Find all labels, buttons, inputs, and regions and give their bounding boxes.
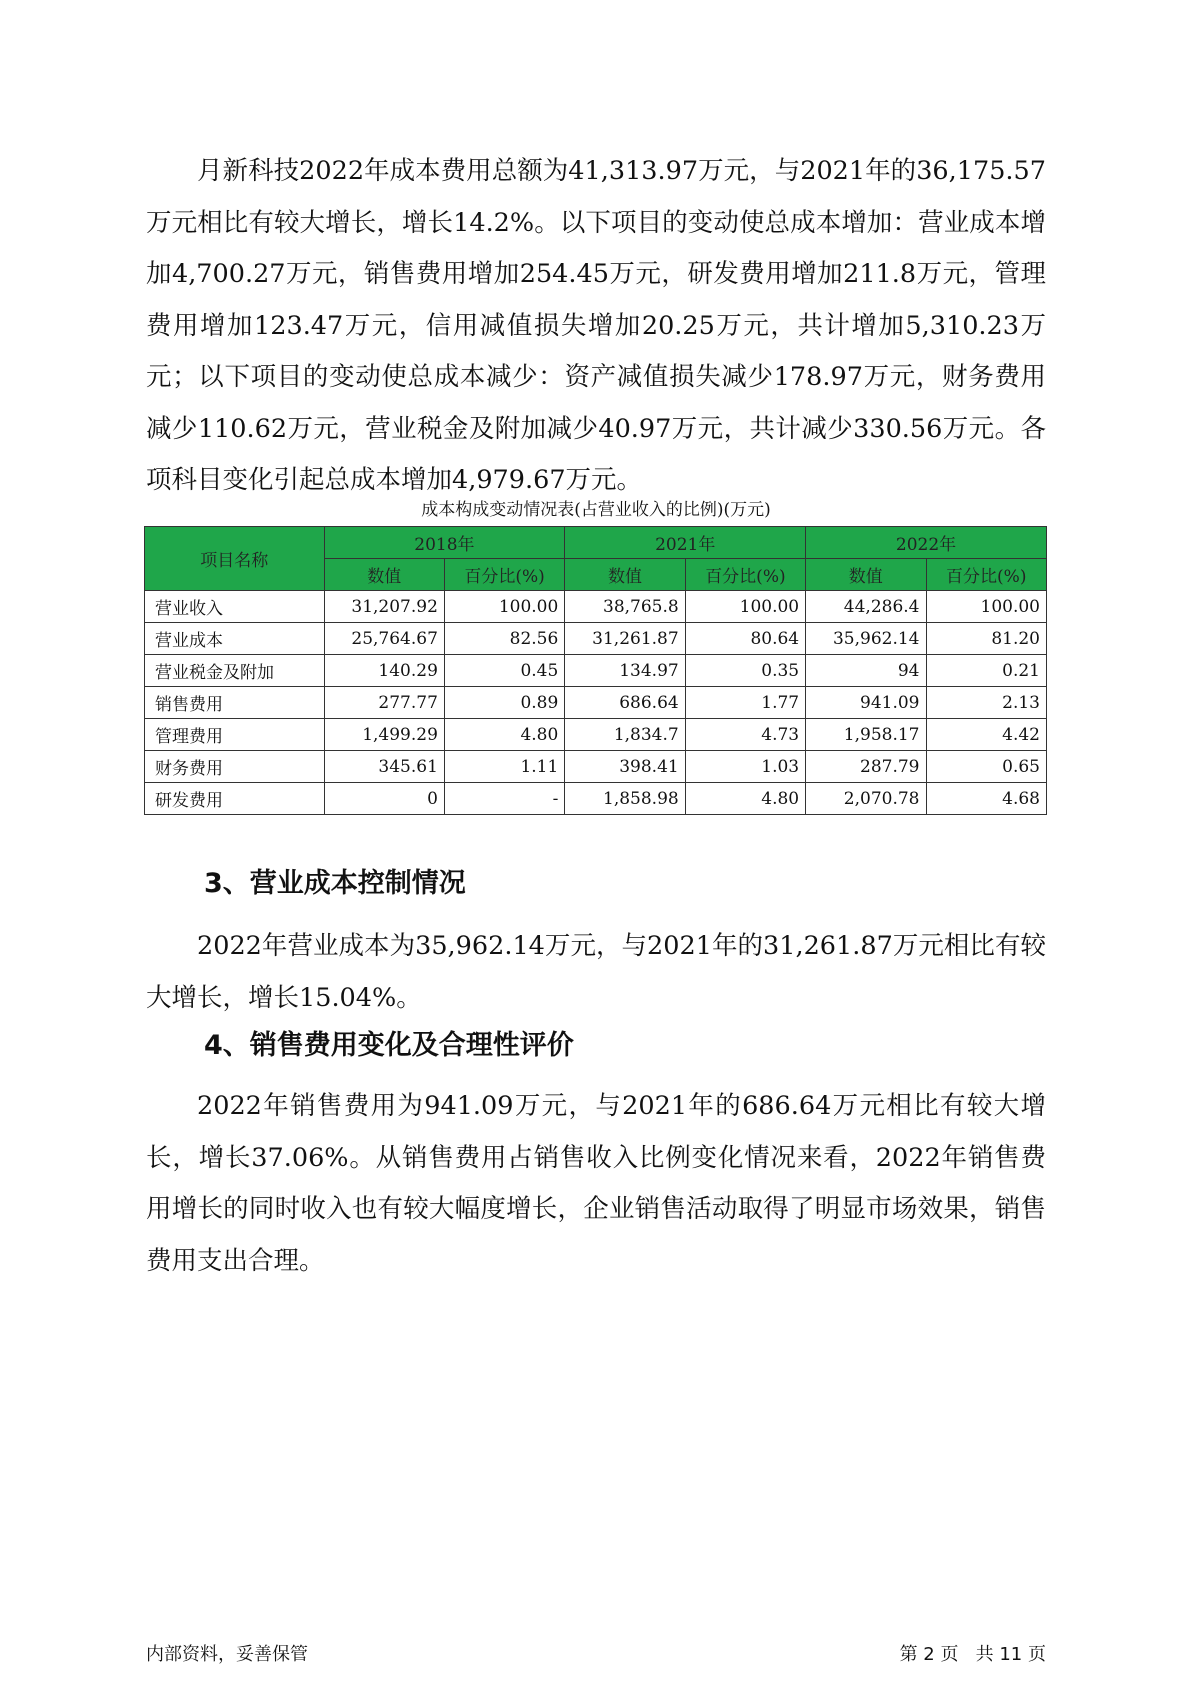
table-cell: 100.00 xyxy=(926,591,1047,623)
table-cell: 1,499.29 xyxy=(324,719,444,751)
header-year: 2022年 xyxy=(806,527,1047,559)
table-cell: 25,764.67 xyxy=(324,623,444,655)
table-cell: 80.64 xyxy=(685,623,805,655)
header-year: 2018年 xyxy=(324,527,565,559)
table-cell: 134.97 xyxy=(565,655,685,687)
paragraph-cost-summary-text: 月新科技2022年成本费用总额为41,313.97万元，与2021年的36,175.57万元相比有较大增长，增长14.2%。以下项目的变动使总成本增加：营业成本增加4,700.27万元，销售费用增加254.45万元，研发费用增加211.8万元，管理费用增加123.47万元，信用减值损失增加20.25万元，共计增加5,310.23万元；以下项目的变动使总成本减少：资产减值损失减少178.97万元，财务费用减少110.62万元，营业税金及附加减少40.97万元，共计减少330.56万元。各项科目变化引起总成本增加4,979.67万元。 xyxy=(146,156,1046,495)
row-label: 财务费用 xyxy=(145,751,325,783)
table-cell: 100.00 xyxy=(444,591,564,623)
section-heading-cost-control: 3、营业成本控制情况 xyxy=(204,868,466,899)
table-cell: 1.03 xyxy=(685,751,805,783)
table-cell: 35,962.14 xyxy=(806,623,926,655)
table-cell: 345.61 xyxy=(324,751,444,783)
table-cell: 1.77 xyxy=(685,687,805,719)
table-cell: 4.80 xyxy=(444,719,564,751)
table-cell: 4.42 xyxy=(926,719,1047,751)
header-item-name: 项目名称 xyxy=(145,527,325,591)
header-percent: 百分比(%) xyxy=(685,559,805,591)
row-label: 营业收入 xyxy=(145,591,325,623)
table-cell: 0 xyxy=(324,783,444,815)
table-cell: 94 xyxy=(806,655,926,687)
row-label: 管理费用 xyxy=(145,719,325,751)
table-cell: 941.09 xyxy=(806,687,926,719)
table-cell: 0.89 xyxy=(444,687,564,719)
row-label: 营业成本 xyxy=(145,623,325,655)
table-cell: 1,958.17 xyxy=(806,719,926,751)
table-cell: 1.11 xyxy=(444,751,564,783)
table-cell: 287.79 xyxy=(806,751,926,783)
header-value: 数值 xyxy=(565,559,685,591)
table-cell: 1,834.7 xyxy=(565,719,685,751)
paragraph-sales-expense-text: 2022年销售费用为941.09万元，与2021年的686.64万元相比有较大增长，增长37.06%。从销售费用占销售收入比例变化情况来看，2022年销售费用增长的同时收入也有较大幅度增长，企业销售活动取得了明显市场效果，销售费用支出合理。 xyxy=(146,1091,1046,1276)
paragraph-sales-expense xyxy=(146,1081,1046,1287)
table-cell: 0.21 xyxy=(926,655,1047,687)
footer-confidential-note: 内部资料，妥善保管 xyxy=(146,1644,308,1665)
row-label: 销售费用 xyxy=(145,687,325,719)
table-cell: 398.41 xyxy=(565,751,685,783)
table-cell: 4.73 xyxy=(685,719,805,751)
table-caption: 成本构成变动情况表(占营业收入的比例)(万元) xyxy=(421,500,771,520)
table-cell: 277.77 xyxy=(324,687,444,719)
cost-structure-table xyxy=(144,526,1047,815)
table-row xyxy=(145,623,1047,655)
table-cell: 44,286.4 xyxy=(806,591,926,623)
table-cell: 4.68 xyxy=(926,783,1047,815)
table-row xyxy=(145,591,1047,623)
header-value: 数值 xyxy=(324,559,444,591)
table-cell: 0.65 xyxy=(926,751,1047,783)
table-header-row-years xyxy=(145,527,1047,559)
paragraph-operating-cost xyxy=(146,921,1046,1024)
table-row xyxy=(145,719,1047,751)
table-cell: 38,765.8 xyxy=(565,591,685,623)
row-label: 营业税金及附加 xyxy=(145,655,325,687)
table-row xyxy=(145,751,1047,783)
header-year: 2021年 xyxy=(565,527,806,559)
table-cell: 81.20 xyxy=(926,623,1047,655)
section-heading-sales-expense: 4、销售费用变化及合理性评价 xyxy=(204,1030,574,1061)
table-cell: 0.45 xyxy=(444,655,564,687)
header-percent: 百分比(%) xyxy=(444,559,564,591)
table-cell: 31,207.92 xyxy=(324,591,444,623)
header-value: 数值 xyxy=(806,559,926,591)
table-cell: 100.00 xyxy=(685,591,805,623)
table-cell: 82.56 xyxy=(444,623,564,655)
table-cell: 0.35 xyxy=(685,655,805,687)
table-cell: 140.29 xyxy=(324,655,444,687)
table-row xyxy=(145,783,1047,815)
table-row xyxy=(145,687,1047,719)
table-cell: 31,261.87 xyxy=(565,623,685,655)
table-cell: 1,858.98 xyxy=(565,783,685,815)
paragraph-cost-summary xyxy=(146,146,1046,507)
header-percent: 百分比(%) xyxy=(926,559,1047,591)
footer-page-number: 第 2 页 共 11 页 xyxy=(899,1644,1046,1665)
table-cell: 4.80 xyxy=(685,783,805,815)
table-cell: 686.64 xyxy=(565,687,685,719)
table-cell: 2.13 xyxy=(926,687,1047,719)
row-label: 研发费用 xyxy=(145,783,325,815)
paragraph-operating-cost-text: 2022年营业成本为35,962.14万元，与2021年的31,261.87万元相比有较大增长，增长15.04%。 xyxy=(146,931,1046,1013)
table-row xyxy=(145,655,1047,687)
table-cell: 2,070.78 xyxy=(806,783,926,815)
table-cell: - xyxy=(444,783,564,815)
